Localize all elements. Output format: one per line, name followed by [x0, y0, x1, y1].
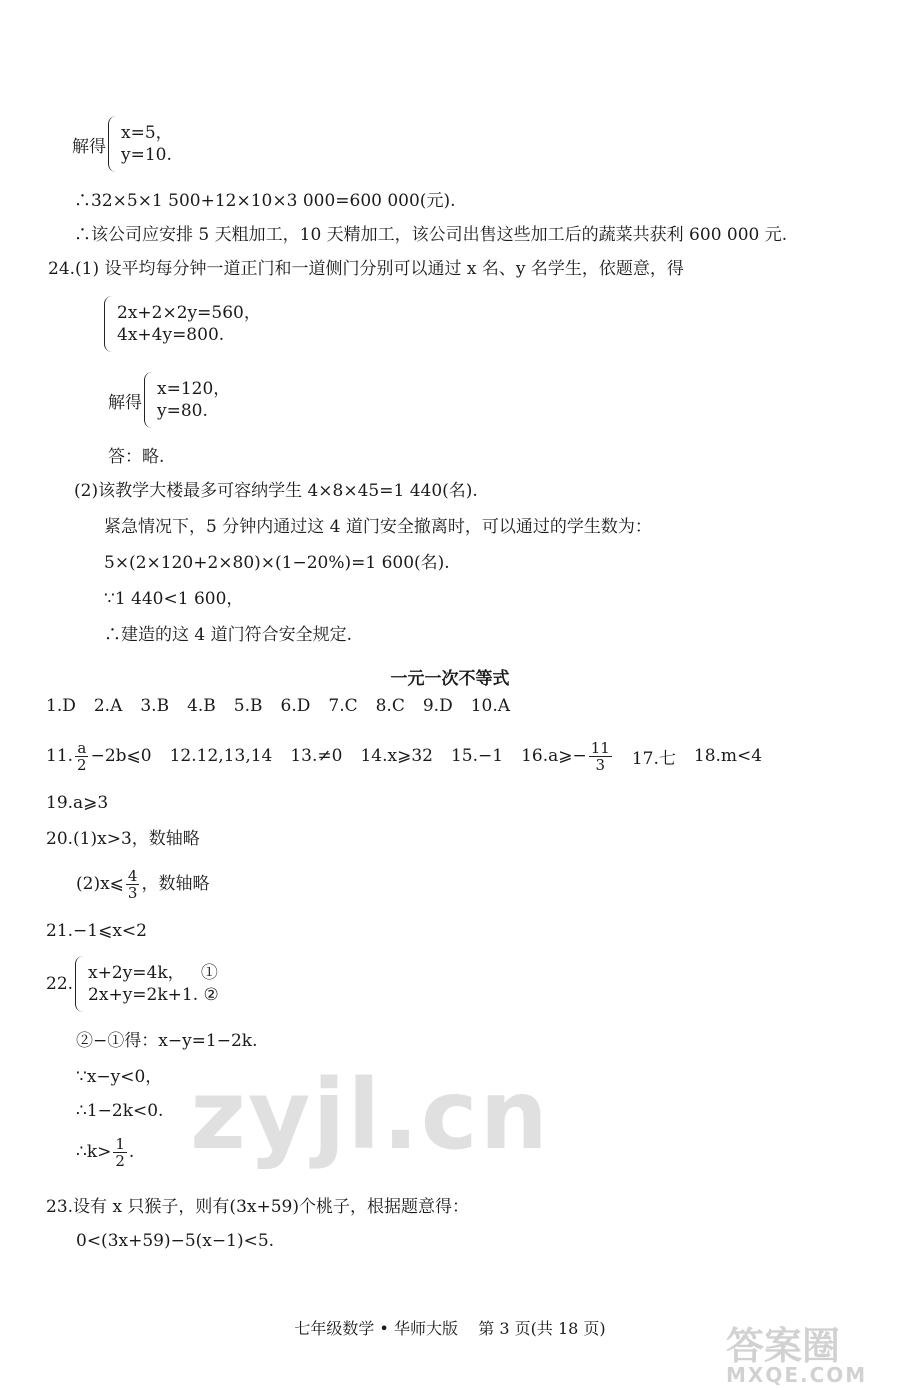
calc-line: ∴32×5×1 500+12×10×3 000=600 000(元). [74, 191, 456, 211]
answers-row-2 [46, 736, 780, 776]
answer-text: ∴k> [76, 1142, 112, 1162]
brace [75, 956, 84, 1012]
fraction [126, 868, 140, 901]
answer-item-11 [46, 740, 152, 773]
equation-row: x+2y=4k， ① [88, 963, 218, 983]
question-number: 22. [46, 974, 74, 994]
equation-row: 2x+y=2k+1. ② [88, 985, 219, 1005]
answer-item: 1.D [46, 696, 76, 716]
page-footer: 七年级数学 • 华师大版 第 3 页(共 18 页) [294, 1319, 606, 1338]
answer-text: −2b⩽0 [90, 746, 152, 766]
solution-label: 解得 [108, 392, 142, 413]
q22-system [46, 956, 219, 1012]
equation-row: y=10. [121, 145, 172, 165]
fraction [75, 740, 89, 773]
solution-system-1 [72, 116, 173, 172]
answer-line: ∴该公司应安排 5 天粗加工，10 天精加工，该公司出售这些加工后的蔬菜共获利 600 000 元. [74, 225, 788, 245]
answer-number: 11. [46, 746, 74, 766]
equation-row: 4x+4y=800. [117, 325, 225, 345]
answer-item: 12.12,13,14 [169, 746, 273, 766]
answer-item: 2.A [93, 696, 123, 716]
section-title: 一元一次不等式 [390, 669, 510, 689]
equation-row: x=5， [121, 123, 173, 143]
fraction [113, 1136, 127, 1169]
answer-item: 10.A [470, 696, 511, 716]
q22-step: ②−①得：x−y=1−2k. [76, 1031, 258, 1051]
q22-step: ∴1−2k<0. [76, 1101, 164, 1121]
q24-part2-line: ∵1 440<1 600， [104, 589, 244, 609]
answers-row-1 [46, 696, 528, 716]
answer-item: 9.D [422, 696, 453, 716]
site-logo [726, 1324, 891, 1387]
answer-20-1: 20.(1)x>3，数轴略 [46, 829, 200, 849]
denominator: 2 [77, 755, 87, 774]
q24-part2-line: 5×(2×120+2×80)×(1−20%)=1 600(名). [104, 553, 450, 573]
answer-text: 16.a⩾− [521, 746, 587, 766]
brace [144, 372, 153, 428]
q22-step [76, 1132, 134, 1172]
answer-item: 4.B [187, 696, 216, 716]
answer-item-16 [521, 740, 614, 773]
answer-text: ，数轴略 [141, 874, 210, 894]
answer-item: 5.B [233, 696, 263, 716]
answer-20-2 [76, 864, 209, 904]
logo-text: 答案圈 [726, 1324, 841, 1368]
q24-system [104, 296, 261, 352]
brace [108, 116, 117, 172]
answer-21: 21.−1⩽x<2 [46, 921, 147, 941]
solution-label: 解得 [72, 136, 106, 157]
answer-item: 14.x⩾32 [360, 746, 433, 766]
equation-row: y=80. [157, 401, 208, 421]
denominator: 3 [595, 755, 606, 774]
q24-intro: 24.(1) 设平均每分钟一道正门和一道侧门分别可以通过 x 名、y 名学生，依题意，得 [48, 259, 684, 279]
q24-solution [108, 372, 230, 428]
answer-item: 8.C [375, 696, 405, 716]
answer-item: 7.C [328, 696, 358, 716]
q24-part2: (2)该教学大楼最多可容纳学生 4×8×45=1 440(名). [74, 481, 478, 501]
brace [104, 296, 113, 352]
denominator: 3 [127, 883, 138, 902]
numerator: a [77, 738, 87, 757]
answer-item: 13.≠0 [290, 746, 343, 766]
answer-19: 19.a⩾3 [46, 793, 109, 813]
answer-item: 15.−1 [450, 746, 504, 766]
numerator: 4 [127, 866, 138, 885]
numerator: 1 [115, 1134, 125, 1153]
q24-part2-line: 紧急情况下，5 分钟内通过这 4 道门安全撤离时，可以通过的学生数为： [104, 517, 652, 537]
answer-item: 3.B [140, 696, 170, 716]
fraction [589, 740, 612, 773]
answer-item: 18.m<4 [693, 746, 763, 766]
q24-part2-line: ∴建造的这 4 道门符合安全规定. [104, 625, 353, 645]
equation-row: 2x+2×2y=560， [117, 303, 261, 323]
equation-row: x=120， [157, 379, 231, 399]
numerator: 11 [590, 738, 610, 757]
q23-intro: 23.设有 x 只猴子，则有(3x+59)个桃子，根据题意得： [46, 1197, 469, 1217]
answer-text: . [128, 1142, 135, 1162]
denominator: 2 [115, 1151, 125, 1170]
q24-answer: 答：略. [108, 447, 165, 467]
logo-subtext: MXQE.COM [726, 1363, 868, 1387]
q23-inequality: 0<(3x+59)−5(x−1)<5. [76, 1231, 275, 1251]
answer-item: 6.D [280, 696, 311, 716]
answer-text: (2)x⩽ [76, 874, 124, 894]
answer-item: 17.七 [631, 748, 676, 769]
q22-step: ∵x−y<0， [76, 1067, 163, 1087]
watermark: zyjl.cn [190, 1059, 550, 1171]
